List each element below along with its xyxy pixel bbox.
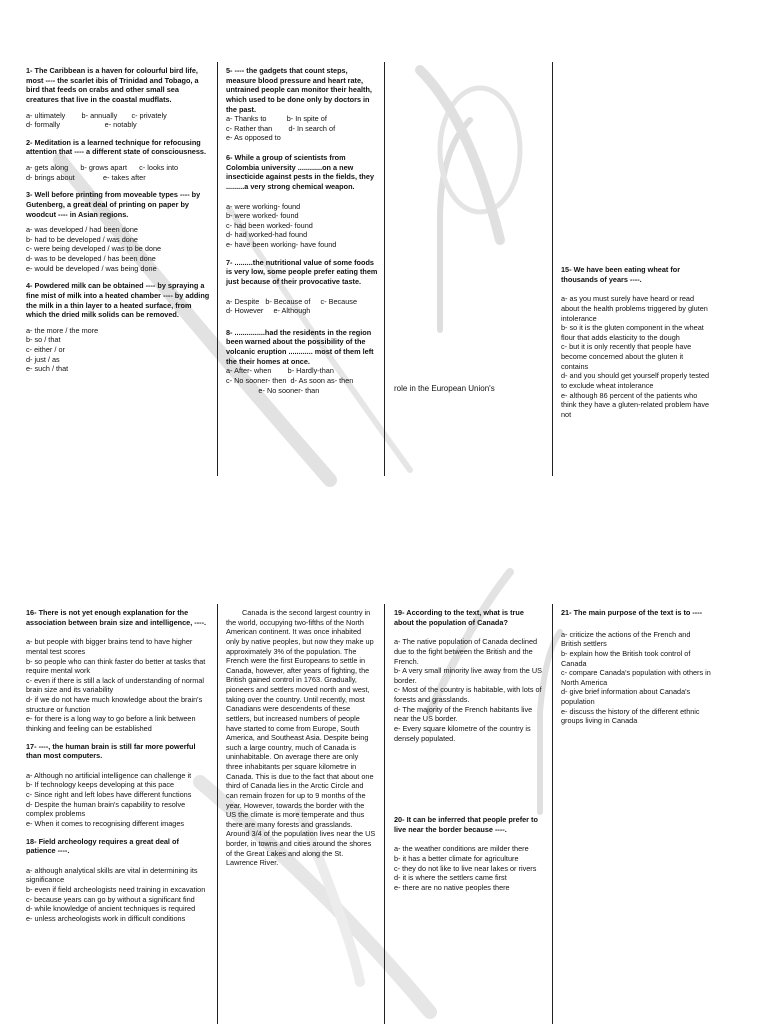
question-7 [226, 258, 378, 316]
question-19 [394, 608, 544, 743]
option-row[interactable]: a- were working- found [226, 201, 301, 211]
option-row[interactable]: e- such / that [26, 364, 69, 374]
option-row[interactable]: b- even if field archeologists need training in excavation [26, 885, 206, 894]
option-row[interactable]: d- while knowledge of ancient techniques is required [26, 904, 196, 914]
answer-options [561, 630, 711, 726]
answer-options [394, 844, 544, 892]
option-row[interactable]: d- formally e- notably [26, 120, 137, 130]
question-16 [26, 608, 210, 734]
page1-column-1 [26, 66, 210, 374]
question-2 [26, 138, 210, 183]
answer-options [26, 326, 210, 374]
question-stem: 6- While a group of scientists from Colombia university ............on a new insecticide against pests in the fields, they .........a very strong chemical weapon. [226, 153, 375, 191]
question-stem: 3- Well before printing from moveable types ---- by Gutenberg, a great deal of printing on paper by woodcut ---- in Asian regions. [26, 190, 201, 219]
question-stem: 7- .........the nutritional value of some foods is very low, some people prefer eating them just because of their provocative taste. [226, 257, 378, 286]
question-stem: 19- According to the text, what is true about the population of Canada? [394, 608, 524, 627]
option-row[interactable]: e- When it comes to recognising different images [26, 818, 185, 828]
answer-options [226, 114, 378, 143]
option-row[interactable]: e- for there is a long way to go before a link between thinking and feeling can be established [26, 714, 196, 733]
option-row[interactable]: d- it is where the settlers came first [394, 873, 507, 883]
answer-options [561, 294, 711, 419]
option-row[interactable]: a- the weather conditions are milder there [394, 844, 529, 854]
page-bottom [0, 512, 768, 1024]
question-5 [226, 66, 378, 143]
question-21-stem: 21- The main purpose of the text is to ---- [561, 608, 703, 617]
option-row[interactable]: c- even if there is still a lack of understanding of normal brain size and its variability [26, 675, 205, 695]
option-row[interactable]: a- as you must surely have heard or read about the health problems triggered by gluten intolerance [561, 294, 708, 323]
option-row[interactable]: d- just / as [26, 354, 60, 364]
option-row[interactable]: c- were being developed / was to be done [26, 244, 162, 254]
option-row[interactable]: e- would be developed / was being done [26, 263, 157, 273]
answer-options [226, 366, 378, 395]
option-row[interactable]: b- so people who can think faster do better at tasks that require mental work [26, 656, 206, 676]
option-row[interactable]: c- but it is only recently that people have become concerned about the gluten it contains [561, 342, 692, 371]
option-row[interactable]: e- unless archeologists work in difficult conditions [26, 913, 186, 923]
option-row[interactable]: b- so / that [26, 335, 61, 345]
option-row[interactable]: a- ultimately b- annually c- privately [26, 110, 167, 120]
option-row[interactable]: c- No sooner- then d- As soon as- then [226, 375, 354, 385]
question-stem: 20- It can be inferred that people prefer to live near the border because ----. [394, 815, 538, 834]
page2-column-3 [394, 608, 544, 893]
question-20 [394, 815, 544, 892]
answer-options [394, 637, 544, 743]
question-15-stem: 15- We have been eating wheat for thousands of years ----. [561, 265, 681, 284]
option-row[interactable]: a- Thanks to b- In spite of [226, 114, 327, 124]
answer-options [26, 111, 210, 130]
question-17 [26, 742, 210, 829]
option-row[interactable]: b- explain how the British took control of Canada [561, 648, 691, 668]
option-row[interactable]: e- No sooner- than [226, 385, 320, 395]
page2-column-4 [561, 608, 711, 726]
question-stem: 17- ----, the human brain is still far more powerful than most computers. [26, 741, 196, 761]
column-divider [217, 604, 218, 1024]
option-row[interactable]: e- Every square kilometre of the country is densely populated. [394, 723, 531, 743]
option-row[interactable]: d- had worked-had found [226, 230, 308, 240]
option-row[interactable]: c- Since right and left lobes have different functions [26, 790, 192, 799]
option-row[interactable]: c- compare Canada's population with others in North America [561, 668, 711, 687]
fragment-text: role in the European Union's [394, 384, 495, 393]
option-row[interactable]: c- they do not like to live near lakes or rivers [394, 863, 537, 873]
answer-options [26, 637, 210, 733]
option-row[interactable]: b- A very small minority live away from the US border. [394, 666, 543, 685]
question-8 [226, 328, 378, 395]
question-6 [226, 153, 378, 250]
column-divider [552, 62, 553, 476]
option-row[interactable]: e- although 86 percent of the patients who think they have a gluten-related problem have not [561, 390, 710, 419]
question-4 [26, 281, 210, 374]
option-row[interactable]: d- if we do not have much knowledge about the brain's structure or function [26, 695, 203, 714]
answer-options [26, 163, 210, 182]
question-stem: 2- Meditation is a learned technique for refocusing attention that ---- a different state of consciousness. [26, 137, 207, 157]
option-row[interactable]: c- had been worked- found [226, 220, 313, 230]
option-row[interactable]: c- because years can go by without a significant find [26, 894, 195, 904]
column-divider [552, 604, 553, 1024]
option-row[interactable]: a- was developed / had been done [26, 225, 138, 235]
answer-options [26, 866, 210, 924]
question-stem: 5- ---- the gadgets that count steps, measure blood pressure and heart rate, untrained people can monitor their health, which used to be done only by doctors in the past. [226, 66, 372, 114]
option-row[interactable]: d- The majority of the French habitants live near the US border. [394, 704, 533, 724]
option-row[interactable]: d- Despite the human brain's capability to resolve complex problems [26, 799, 186, 819]
option-row[interactable]: d- give brief information about Canada's population [561, 687, 691, 706]
option-row[interactable]: b- so it is the gluten component in the wheat flour that adds elasticity to the dough [561, 323, 704, 342]
option-row[interactable]: d- brings about e- takes after [26, 172, 146, 182]
option-row[interactable]: a- although analytical skills are vital in determining its significance [26, 865, 198, 885]
option-row[interactable]: e- As opposed to [226, 133, 281, 143]
option-row[interactable]: c- either / or [26, 345, 65, 354]
question-3 [26, 190, 210, 273]
option-row[interactable]: b- it has a better climate for agriculture [394, 854, 519, 863]
option-row[interactable]: b- If technology keeps developing at this pace [26, 780, 175, 790]
option-row[interactable]: a- Despite b- Because of c- Because [226, 296, 358, 306]
question-stem: 1- The Caribbean is a haven for colourful bird life, most ---- the scarlet ibis of Trinidad and Tobago, a bird that feeds on crabs and other small sea creatures that live in the coastal mudflats. [26, 66, 199, 104]
answer-options [226, 202, 378, 250]
option-row[interactable]: b- were worked- found [226, 211, 299, 221]
option-row[interactable]: d- However e- Although [226, 306, 311, 316]
option-row[interactable]: c- Rather than d- In search of [226, 123, 336, 133]
answer-options [26, 225, 210, 273]
question-stem: 18- Field archeology requires a great deal of patience ----. [26, 836, 179, 856]
question-stem: 16- There is not yet enough explanation for the association between brain size and intelligence, ----. [26, 608, 207, 627]
option-row[interactable]: a- The native population of Canada declined due to the fight between the British and the French. [394, 637, 538, 666]
column-divider [384, 604, 385, 1024]
question-18 [26, 837, 210, 924]
page1-column-3 [394, 384, 544, 395]
option-row[interactable]: e- have been working- have found [226, 240, 337, 249]
option-row[interactable]: d- and you should get yourself properly tested to exclude wheat intolerance [561, 371, 710, 390]
question-stem: 4- Powdered milk can be obtained ---- by spraying a fine mist of milk into a heated chamber ---- by adding the milk in a thin layer to a heated surface, from which the dried milk solids can be removed. [26, 281, 210, 320]
option-row[interactable]: a- but people with bigger brains tend to have higher mental test scores [26, 637, 193, 656]
reading-passage: Canada is the second largest country in the world, occupying two-fifths of the North American continent. It was once inhabited only by native peoples, but now they make up approximately 3% of the population. The French were the first Europeans to settle in Canada, however, after years of fighting, the British gained control in 1763. Gradually, pioneers and settlers moved north and west, taking over the country. Until recently, most Canadians were descendents of these settlers, but increased numbers of people have started to come from Europe, South America, and Southeast Asia. Despite being such a large country, much of Canada is uninhabitable. On average there are only three inhabitants per square kilometre in Canada. This is due to the fact that about one third of Canada lies in the Arctic Circle and can remain frozen for up to 9 months of the year. However, towards the border with the US the climate is more temperate and thus there are many forests and grasslands. Around 3/4 of the population lives near the US border, in towns and cities around the shores of the Great Lakes and along the St. Lawrence River. [226, 608, 376, 868]
option-row[interactable]: a- Although no artificial intelligence can challenge it [26, 770, 192, 780]
option-row[interactable]: e- there are no native peoples there [394, 882, 510, 892]
option-row[interactable]: a- After- when b- Hardly-than [226, 366, 334, 376]
option-row[interactable]: b- had to be developed / was done [26, 234, 138, 244]
column-divider [384, 62, 385, 476]
answer-options [26, 771, 210, 829]
page2-column-2 [226, 608, 376, 868]
option-row[interactable]: a- gets along b- grows apart c- looks into [26, 163, 179, 172]
option-row[interactable]: a- criticize the actions of the French and British settlers [561, 629, 691, 649]
question-stem: 8- ...............had the residents in the region been warned about the possibility of the volcanic eruption ............ most of them left the their homes at once. [226, 327, 374, 366]
question-1 [26, 66, 210, 130]
answer-options [226, 297, 378, 316]
option-row[interactable]: a- the more / the more [26, 325, 99, 335]
option-row[interactable]: d- was to be developed / has been done [26, 254, 156, 263]
page1-column-2 [226, 66, 378, 395]
column-divider [217, 62, 218, 476]
page2-column-1 [26, 608, 210, 924]
page1-column-4 [561, 265, 711, 419]
option-row[interactable]: c- Most of the country is habitable, with lots of forests and grasslands. [394, 685, 542, 704]
option-row[interactable]: e- discuss the history of the different ethnic groups living in Canada [561, 706, 700, 726]
